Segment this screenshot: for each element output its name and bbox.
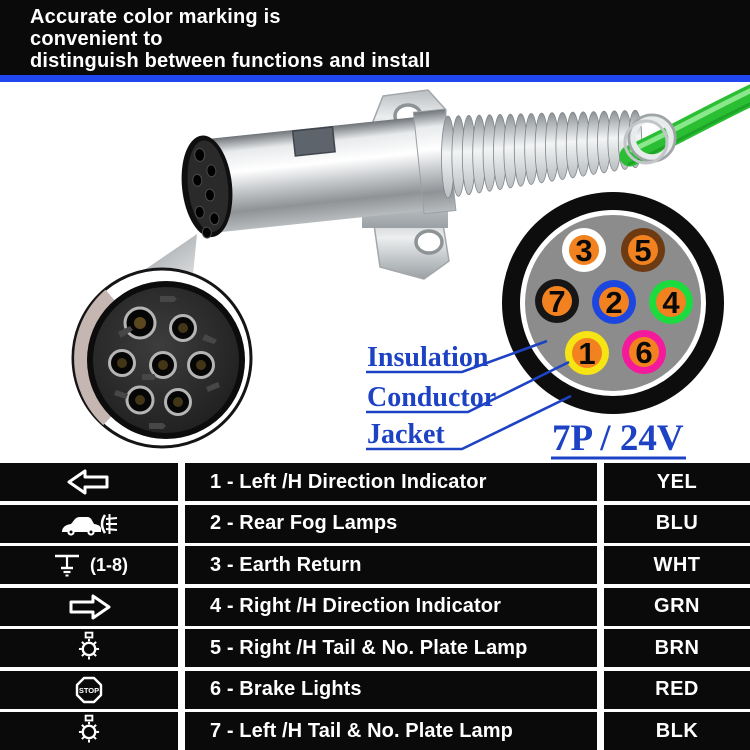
table-row bbox=[0, 671, 750, 709]
wire-4 bbox=[649, 280, 693, 324]
wire-3 bbox=[562, 228, 606, 272]
icon-cell bbox=[0, 712, 178, 750]
wire-4-number: 4 bbox=[662, 285, 680, 320]
wire-7 bbox=[535, 279, 579, 323]
table-row bbox=[0, 463, 750, 501]
wire-6 bbox=[622, 330, 666, 374]
wire-1 bbox=[565, 331, 609, 375]
lamp-icon bbox=[66, 629, 112, 667]
jacket-label: Jacket bbox=[367, 419, 445, 450]
wiring-function-table bbox=[0, 463, 750, 750]
table-row bbox=[0, 629, 750, 667]
wire-2-number: 2 bbox=[605, 285, 623, 320]
color-code: BRN bbox=[604, 629, 750, 667]
table-row bbox=[0, 505, 750, 543]
car-fog-lamp-icon bbox=[54, 507, 124, 541]
wire-3-number: 3 bbox=[575, 233, 593, 268]
color-code: RED bbox=[604, 671, 750, 709]
function-description: 4 - Right /H Direction Indicator bbox=[185, 588, 597, 626]
header-line-3: distinguish between functions and install bbox=[30, 50, 431, 72]
lamp-icon bbox=[66, 712, 112, 750]
earth-ground-icon bbox=[50, 548, 84, 582]
wire-1-number: 1 bbox=[578, 336, 596, 371]
wire-7-number: 7 bbox=[548, 284, 566, 319]
icon-cell bbox=[0, 505, 178, 543]
spec-text: 7P / 24V bbox=[552, 418, 684, 459]
function-description: 1 - Left /H Direction Indicator bbox=[185, 463, 597, 501]
wire-6-number: 6 bbox=[635, 335, 653, 370]
table-row bbox=[0, 712, 750, 750]
product-illustration bbox=[0, 82, 750, 462]
icon-cell bbox=[0, 546, 178, 584]
function-description: 6 - Brake Lights bbox=[185, 671, 597, 709]
wire-5 bbox=[621, 228, 665, 272]
icon-cell bbox=[0, 629, 178, 667]
icon-cell bbox=[0, 463, 178, 501]
earth-range-text: (1-8) bbox=[89, 554, 128, 575]
latch-slot bbox=[293, 127, 335, 156]
table-row bbox=[0, 588, 750, 626]
function-description: 5 - Right /H Tail & No. Plate Lamp bbox=[185, 629, 597, 667]
function-description: 3 - Earth Return bbox=[185, 546, 597, 584]
strain-spring bbox=[442, 110, 642, 198]
table-row bbox=[0, 546, 750, 584]
blue-divider bbox=[0, 75, 750, 82]
color-code: BLK bbox=[604, 712, 750, 750]
wire-5-number: 5 bbox=[634, 233, 652, 268]
insulation-label: Insulation bbox=[367, 342, 489, 373]
color-code: BLU bbox=[604, 505, 750, 543]
wire-2 bbox=[592, 280, 636, 324]
stop-sign-text: STOP bbox=[78, 685, 100, 695]
stop-sign-icon bbox=[65, 673, 113, 707]
color-code: GRN bbox=[604, 588, 750, 626]
color-code: YEL bbox=[604, 463, 750, 501]
icon-cell bbox=[0, 671, 178, 709]
cross-section-diagram bbox=[502, 192, 724, 414]
connector-face-inset bbox=[73, 269, 251, 447]
flange-hole-bottom bbox=[416, 231, 442, 253]
function-description: 2 - Rear Fog Lamps bbox=[185, 505, 597, 543]
color-code: WHT bbox=[604, 546, 750, 584]
function-description: 7 - Left /H Tail & No. Plate Lamp bbox=[185, 712, 597, 750]
conductor-label: Conductor bbox=[367, 382, 497, 413]
header-banner bbox=[0, 0, 750, 75]
right-arrow-icon bbox=[60, 590, 118, 624]
scene-svg bbox=[0, 82, 750, 462]
header-line-2: convenient to bbox=[30, 28, 163, 50]
green-cable bbox=[629, 89, 750, 164]
icon-cell bbox=[0, 588, 178, 626]
header-line-1: Accurate color marking is bbox=[30, 6, 281, 28]
left-arrow-icon bbox=[60, 465, 118, 499]
